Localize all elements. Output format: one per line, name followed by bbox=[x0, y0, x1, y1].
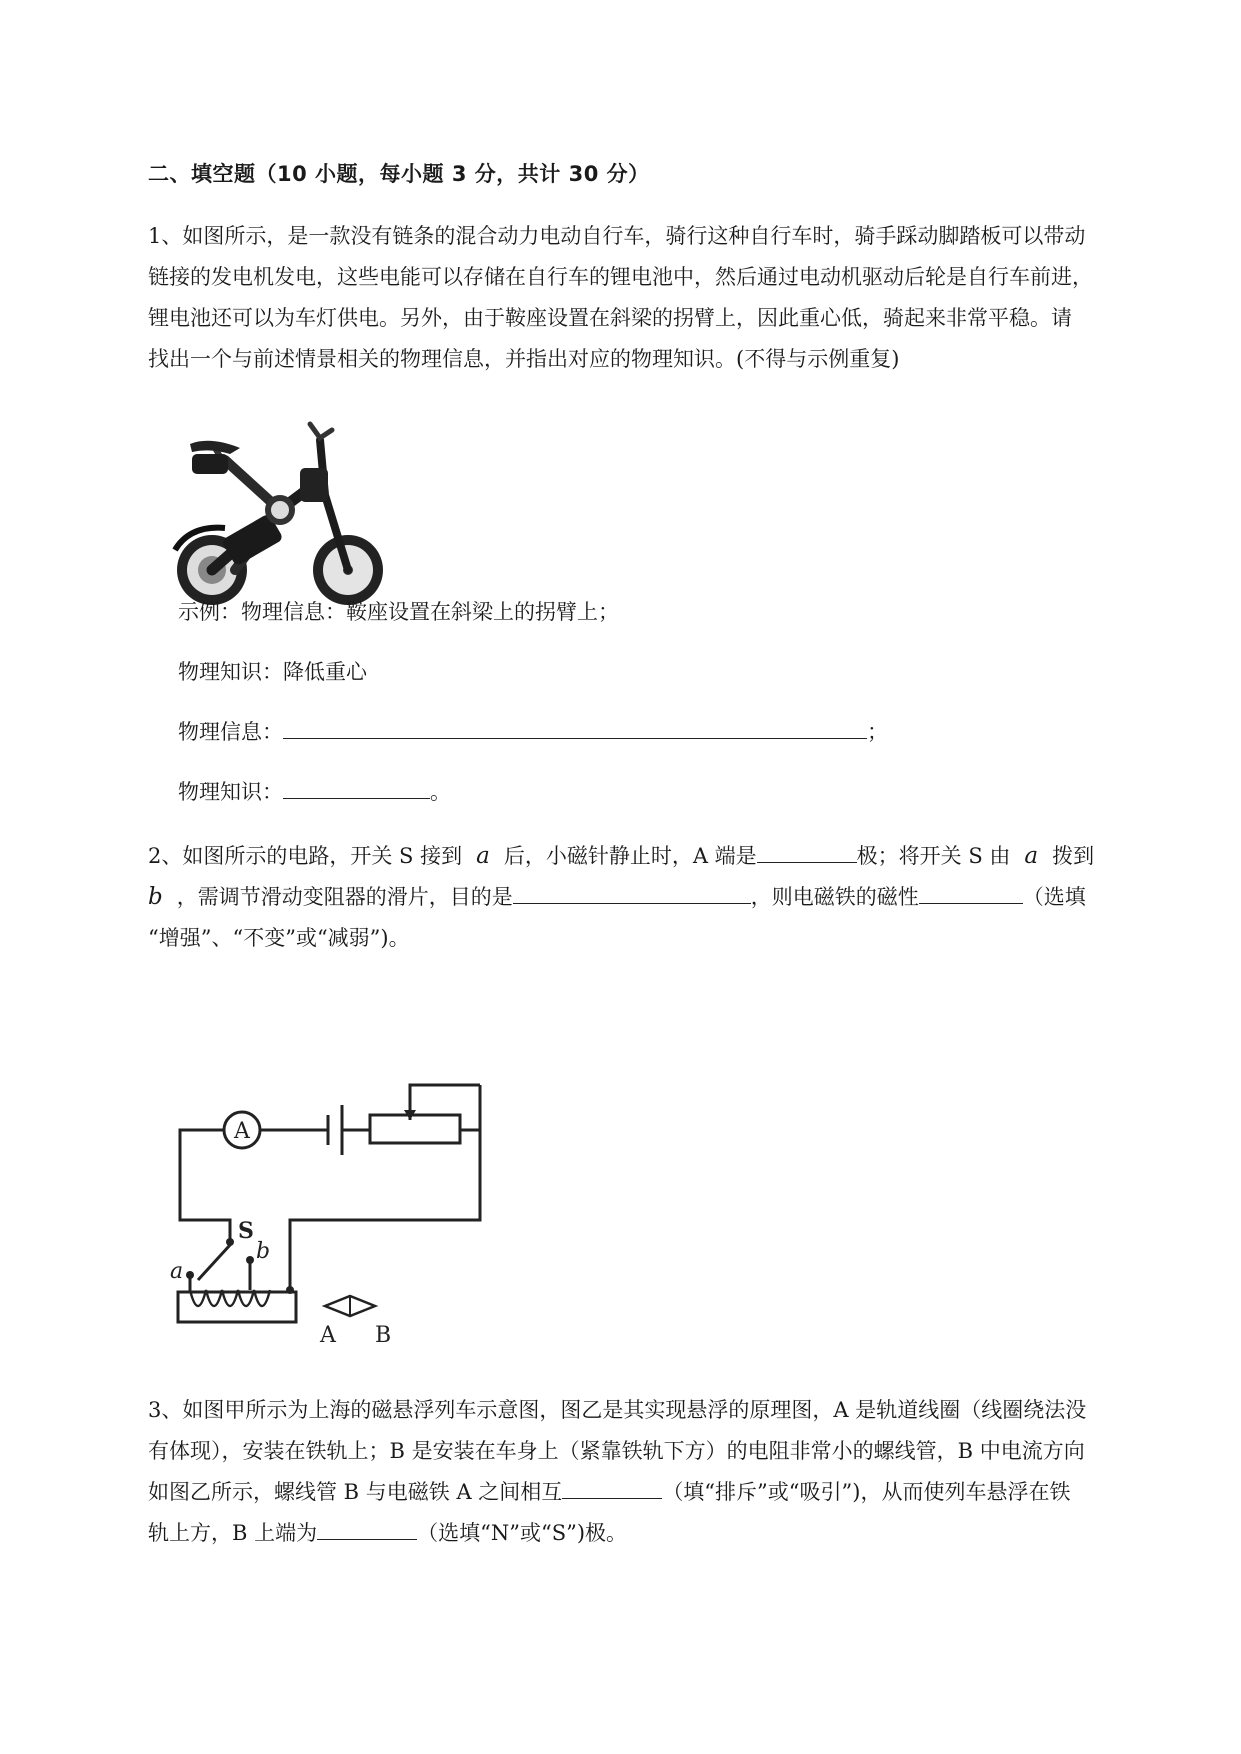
q3-pole-blank[interactable] bbox=[317, 1517, 417, 1540]
q3-text-4b: （选填“N”或“S”)极。 bbox=[417, 1521, 628, 1545]
contact-b-label: b bbox=[256, 1239, 271, 1264]
q1-info-label: 物理信息： bbox=[178, 720, 283, 744]
q2-line-2 bbox=[148, 877, 1158, 918]
ammeter-label: A bbox=[234, 1119, 250, 1144]
bicycle-figure bbox=[170, 410, 390, 614]
q3-line-1: 3、如图甲所示为上海的磁悬浮列车示意图，图乙是其实现悬浮的原理图，A 是轨道线圈（线圈绕法没 bbox=[148, 1398, 1087, 1422]
q2-pole-blank[interactable] bbox=[757, 840, 857, 863]
q1-info-blank[interactable] bbox=[283, 716, 867, 739]
q1-line-1: 1、如图所示，是一款没有链条的混合动力电动自行车，骑行这种自行车时，骑手踩动脚踏板可以带动 bbox=[148, 224, 1086, 248]
q3-interaction-blank[interactable] bbox=[562, 1476, 662, 1499]
q2-var-a-2: a bbox=[1024, 843, 1039, 869]
q1-info-end: ； bbox=[867, 720, 888, 744]
contact-a-label: a bbox=[170, 1259, 184, 1284]
q2-line-1 bbox=[148, 836, 1158, 877]
q3-text-3a: 如图乙所示，螺线管 B 与电磁铁 A 之间相互 bbox=[148, 1480, 563, 1504]
q2-text-1c: 极；将开关 S 由 bbox=[856, 844, 1011, 868]
bicycle-illustration bbox=[170, 410, 390, 610]
needle-b-label: B bbox=[375, 1323, 392, 1348]
q2-var-a: a bbox=[476, 843, 490, 869]
section-title: 二、填空题（10 小题，每小题 3 分，共计 30 分） bbox=[148, 162, 650, 186]
q2-text-1d: 拨到 bbox=[1052, 844, 1095, 868]
q3-line-2: 有体现），安装在铁轨上；B 是安装在车身上（紧靠铁轨下方）的电阻非常小的螺线管，B 中电流方向 bbox=[148, 1439, 1085, 1463]
circuit-diagram bbox=[170, 1060, 510, 1350]
q1-knowledge-label: 物理知识： bbox=[178, 780, 283, 804]
q2-text-1a: 2、如图所示的电路，开关 S 接到 bbox=[148, 844, 463, 868]
q3-text-3b: （填“排斥”或“吸引”)，从而使列车悬浮在铁 bbox=[662, 1480, 1071, 1504]
q2-purpose-blank[interactable] bbox=[513, 881, 751, 904]
question-2-text bbox=[148, 836, 1158, 959]
q1-example-info: 示例：物理信息：鞍座设置在斜梁上的拐臂上； bbox=[178, 600, 619, 624]
q1-line-2: 链接的发电机发电，这些电能可以存储在自行车的锂电池中，然后通过电动机驱动后轮是自行车前进， bbox=[148, 265, 1093, 289]
q3-line-4 bbox=[148, 1513, 1158, 1554]
q2-text-2a: ，需调节滑动变阻器的滑片，目的是 bbox=[176, 885, 513, 909]
question-3-text bbox=[148, 1390, 1158, 1554]
question-1-text bbox=[148, 216, 1158, 380]
q2-line-3: “增强”、“不变”或“减弱”)。 bbox=[148, 926, 410, 950]
circuit-figure bbox=[170, 1060, 510, 1354]
q1-line-4: 找出一个与前述情景相关的物理信息，并指出对应的物理知识。(不得与示例重复) bbox=[148, 347, 900, 371]
q2-text-2c: （选填 bbox=[1022, 885, 1086, 909]
needle-a-label: A bbox=[320, 1323, 336, 1348]
q1-line-3: 锂电池还可以为车灯供电。另外，由于鞍座设置在斜梁的拐臂上，因此重心低，骑起来非常平稳。请 bbox=[148, 306, 1072, 330]
q1-knowledge-blank[interactable] bbox=[283, 776, 430, 799]
q2-magnetism-blank[interactable] bbox=[919, 881, 1023, 904]
q3-text-4a: 轨上方，B 上端为 bbox=[148, 1521, 318, 1545]
q1-knowledge-row bbox=[178, 776, 451, 806]
q3-line-3 bbox=[148, 1472, 1158, 1513]
switch-label: S bbox=[238, 1218, 254, 1244]
q2-text-1b: 后，小磁针静止时，A 端是 bbox=[503, 844, 757, 868]
q1-knowledge-end: 。 bbox=[430, 780, 451, 804]
q2-var-b: b bbox=[148, 884, 163, 910]
q1-example-knowledge: 物理知识：降低重心 bbox=[178, 660, 367, 684]
q1-info-row bbox=[178, 716, 888, 746]
q2-text-2b: ，则电磁铁的磁性 bbox=[750, 885, 919, 909]
